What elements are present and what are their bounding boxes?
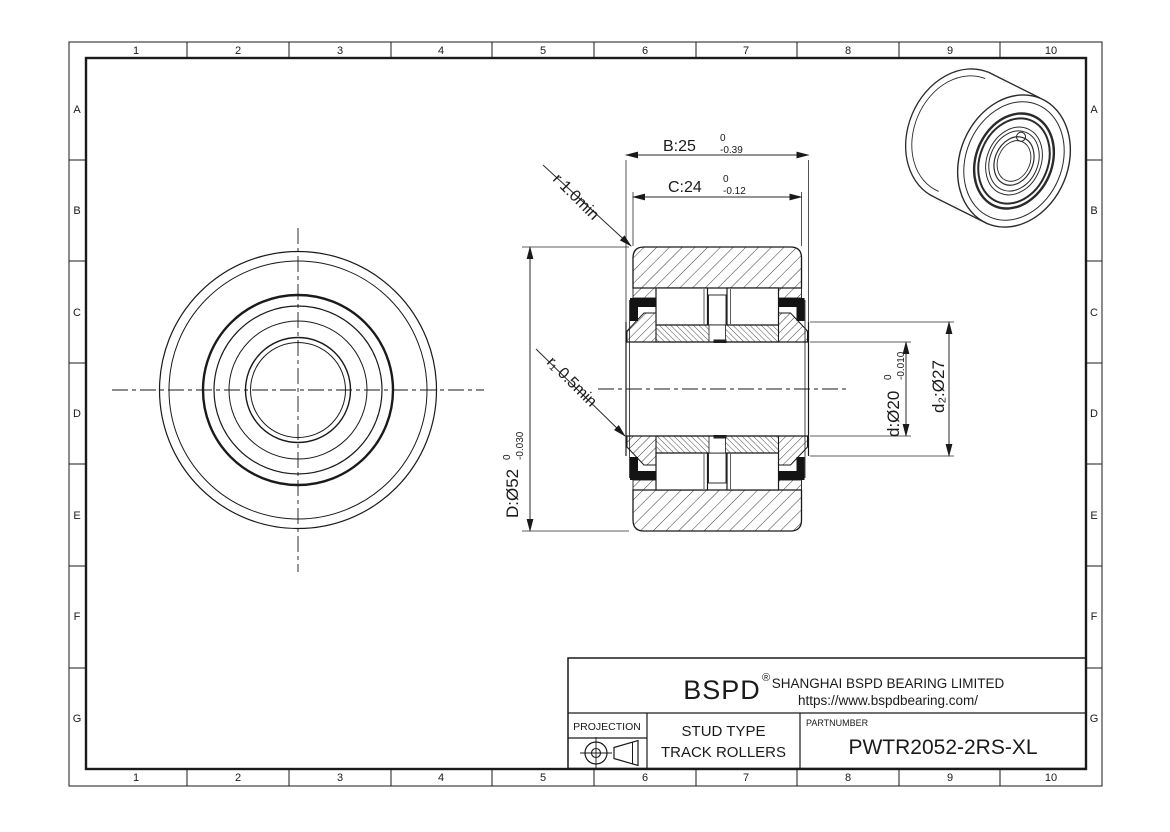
grid-row-label: G (1089, 713, 1099, 725)
cage-bar (709, 453, 727, 483)
projection-symbol-icon (580, 737, 638, 769)
roller (727, 453, 779, 490)
company-name: SHANGHAI BSPD BEARING LIMITED (771, 676, 1005, 691)
grid-row-label: C (1090, 307, 1098, 319)
dim-C-tol-upper: 0 (723, 174, 729, 185)
grid-col-label: 5 (539, 772, 547, 784)
grid-col-label: 2 (234, 45, 242, 57)
grid-row-label: E (73, 510, 81, 522)
dim-B-tol-upper: 0 (720, 133, 726, 144)
grid-row-label: F (1090, 611, 1098, 623)
grid-row-label: D (1090, 408, 1098, 420)
partnumber-label: PARTNUMBER (806, 718, 869, 728)
dim-d2-label: d₂:Ø27 (929, 360, 948, 413)
product-type-line2: TRACK ROLLERS (660, 744, 787, 761)
grid-col-label: 7 (742, 45, 750, 57)
grid-col-label: 7 (742, 772, 750, 784)
roller (727, 288, 779, 325)
outer-ring-top (633, 247, 802, 288)
grid-row-label: D (73, 408, 81, 420)
grid-row-label: B (1090, 205, 1098, 217)
iso-view (886, 51, 1091, 244)
projection-label: PROJECTION (573, 721, 641, 733)
dim-D-tol-lower: -0.030 (515, 431, 526, 460)
dim-D-label: D:Ø52 (503, 468, 522, 518)
dim-d-tol-upper: 0 (883, 374, 894, 380)
grid-col-label: 3 (336, 45, 344, 57)
grid-row-label: C (73, 307, 81, 319)
dim-r1-label: r₁ 0.5min (543, 353, 600, 411)
company-website: https://www.bspdbearing.com/ (797, 693, 979, 708)
grid-col-label: 3 (336, 772, 344, 784)
outer-ring-bottom (633, 490, 802, 531)
roller (656, 453, 708, 490)
dim-r-label: r 1.0min (549, 170, 603, 224)
grid-col-label: 8 (844, 45, 852, 57)
dim-B-tol-lower: -0.39 (720, 145, 743, 156)
grid-row-label: F (73, 611, 81, 623)
grid-col-label: 1 (132, 772, 140, 784)
title-block-text (573, 672, 1037, 761)
front-view (112, 228, 484, 572)
dim-C-tol-lower: -0.12 (723, 186, 746, 197)
product-type-line1: STUD TYPE (681, 723, 766, 740)
grid-col-label: 8 (844, 772, 852, 784)
grid-row-label: E (1090, 510, 1098, 522)
grid-row-label: A (1090, 104, 1098, 116)
grid-col-label: 10 (1044, 45, 1058, 57)
grid-col-label: 4 (437, 772, 445, 784)
grid-row-label: G (72, 713, 82, 725)
grid-col-label: 9 (946, 45, 954, 57)
grid-col-label: 6 (641, 45, 649, 57)
grid-col-label: 4 (437, 45, 445, 57)
grid-col-label: 6 (641, 772, 649, 784)
dim-d-label: d:Ø20 (884, 390, 903, 437)
grid-col-label: 10 (1044, 772, 1058, 784)
grid-row-label: B (73, 205, 81, 217)
dim-B-label: B:25 (663, 138, 696, 155)
grid-col-label: 2 (234, 772, 242, 784)
cage-bar (709, 295, 727, 325)
registered-mark: ® (762, 672, 771, 684)
brand-logo: BSPD (683, 675, 761, 705)
dim-d-tol-lower: -0.010 (896, 351, 907, 380)
partnumber-value: PWTR2052-2RS-XL (848, 736, 1038, 759)
grid-col-label: 9 (946, 772, 954, 784)
dim-D-tol-upper: 0 (502, 454, 513, 460)
grid-col-label: 1 (132, 45, 140, 57)
dim-C-label: C:24 (668, 179, 702, 196)
grid-col-label: 5 (539, 45, 547, 57)
grid-row-label: A (73, 104, 81, 116)
roller (656, 288, 708, 325)
